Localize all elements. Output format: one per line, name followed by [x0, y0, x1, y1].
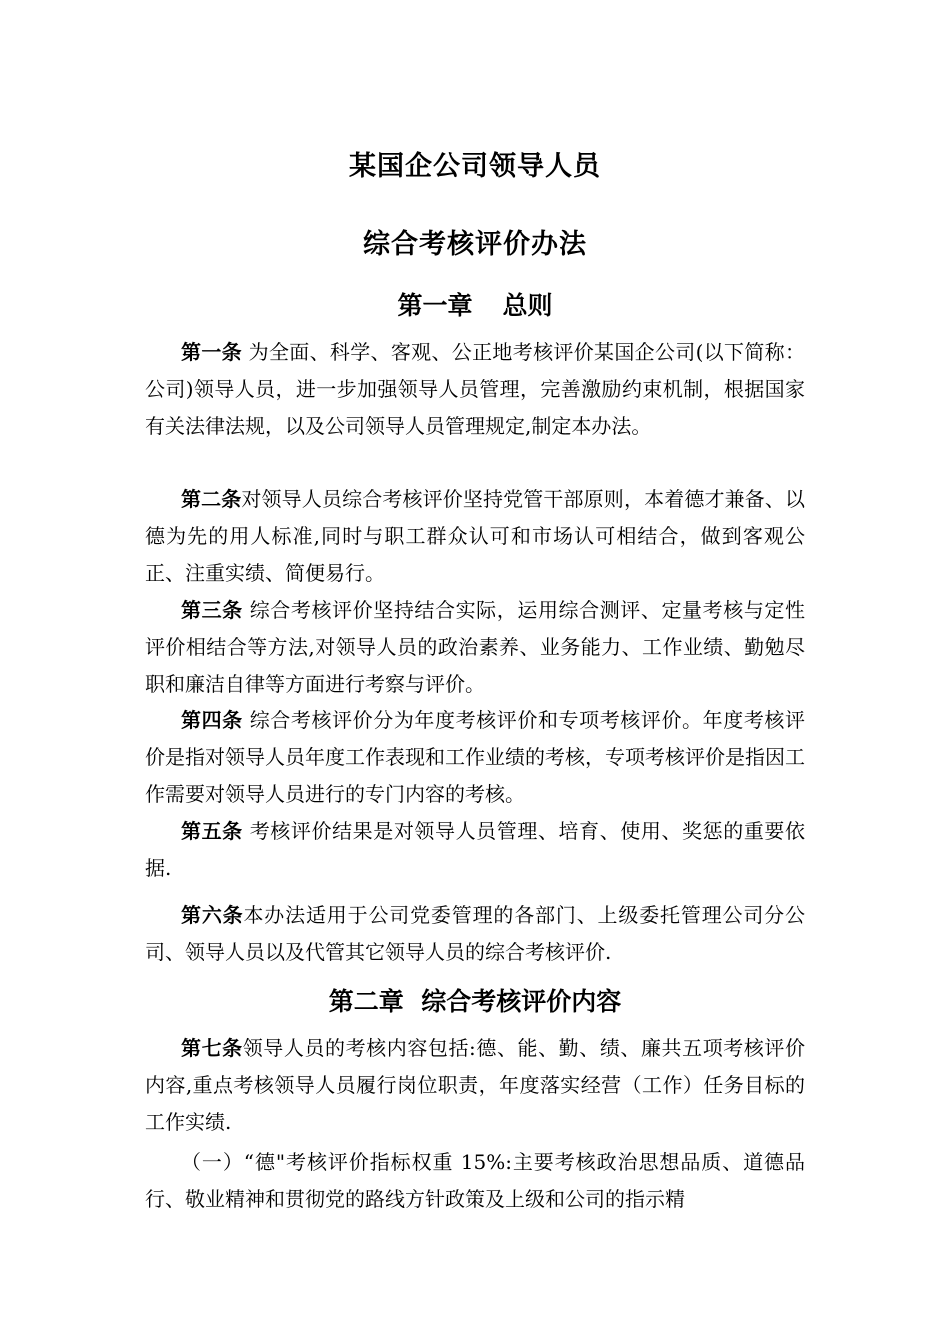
- document-title-line1: 某国企公司领导人员: [349, 151, 601, 182]
- article-6-lead: 第六条: [181, 903, 244, 927]
- article-6-text: 本办法适用于公司党委管理的各部门、上级委托管理公司分公司、领导人员以及代管其它领导人员的综合考核评价.: [145, 903, 806, 964]
- article-2-lead: 第二条: [181, 487, 242, 511]
- article-6: [145, 897, 805, 971]
- article-7: [145, 1030, 805, 1141]
- chapter-1-name: 总则: [502, 291, 553, 320]
- article-7-text: 领导人员的考核内容包括:德、能、勤、绩、廉共五项考核评价内容,重点考核领导人员履行岗位职责，年度落实经营（工作）任务目标的工作实绩.: [145, 1036, 805, 1134]
- article-3: [145, 592, 805, 703]
- article-5-lead: 第五条: [181, 819, 243, 843]
- article-1-text: 为全面、科学、客观、公正地考核评价某国企公司(以下简称：公司)领导人员，进一步加强领导人员管理，完善激励约束机制，根据国家有关法律法规，以及公司领导人员管理规定,制定本办法。: [145, 340, 805, 438]
- article-1-lead: 第一条: [181, 340, 242, 364]
- chapter-1-number: 第一章: [397, 291, 473, 320]
- item-1-de: （一）“德"考核评价指标权重 15%:主要考核政治思想品质、道德品行、敬业精神和贯彻党的路线方针政策及上级和公司的指示精: [145, 1150, 805, 1211]
- article-4-text: 综合考核评价分为年度考核评价和专项考核评价。年度考核评价是指对领导人员年度工作表现和工作业绩的考核，专项考核评价是指因工作需要对领导人员进行的专门内容的考核。: [145, 708, 805, 806]
- article-2: [145, 481, 805, 592]
- chapter-heading-1: [0, 286, 950, 322]
- article-4-lead: 第四条: [181, 708, 243, 732]
- chapter-heading-2: 第二章 综合考核评价内容: [328, 987, 622, 1016]
- article-5: [145, 813, 805, 887]
- document-title-line2: 综合考核评价办法: [363, 229, 587, 260]
- article-3-text: 综合考核评价坚持结合实际，运用综合测评、定量考核与定性评价相结合等方法,对领导人员的政治素养、业务能力、工作业绩、勤勉尽职和廉洁自律等方面进行考察与评价。: [145, 598, 805, 696]
- article-4: [145, 702, 805, 813]
- article-1: [145, 334, 805, 445]
- article-5-text: 考核评价结果是对领导人员管理、培育、使用、奖惩的重要依据.: [145, 819, 805, 880]
- article-2-text: 对领导人员综合考核评价坚持党管干部原则，本着德才兼备、以德为先的用人标准,同时与职工群众认可和市场认可相结合，做到客观公正、注重实绩、简便易行。: [145, 487, 806, 585]
- article-3-lead: 第三条: [181, 598, 243, 622]
- article-7-lead: 第七条: [181, 1036, 243, 1060]
